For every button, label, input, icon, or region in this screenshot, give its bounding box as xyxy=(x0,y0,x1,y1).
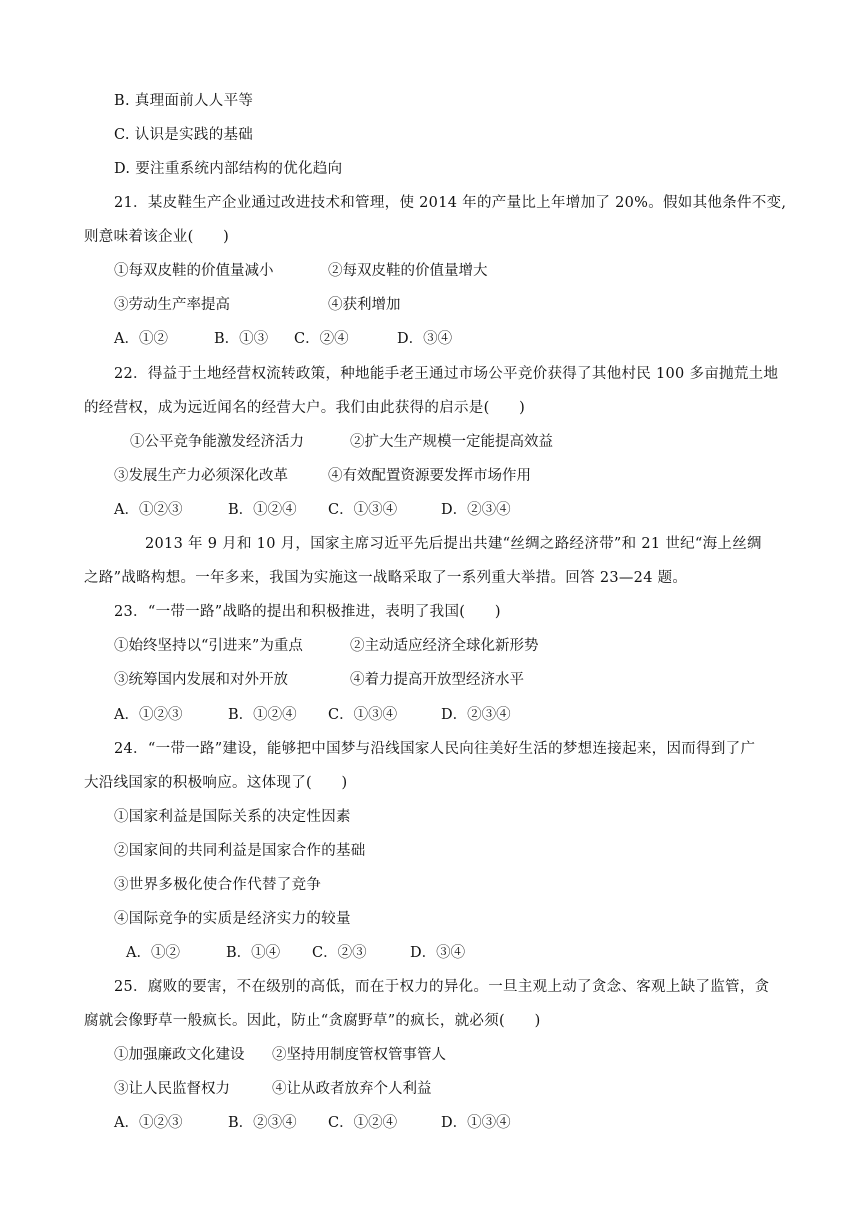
q24-statement-2: ②国家间的共同利益是国家合作的基础 xyxy=(114,843,366,859)
q24-stem-line2: 大沿线国家的积极响应。这体现了( ) xyxy=(84,775,348,791)
q21-statement-4: ④获利增加 xyxy=(328,297,401,313)
q25-statement-1: ①加强廉政文化建设 xyxy=(114,1047,245,1063)
q24-choice-c: C．②③ xyxy=(312,945,367,961)
material-line2: 之路”战略构想。一年多来，我国为实施这一战略采取了一系列重大举措。回答 23—24 题。 xyxy=(84,570,688,586)
q24-choice-d: D．③④ xyxy=(410,945,466,961)
q23-choice-b: B．①②④ xyxy=(228,707,297,723)
q22-statement-1: ①公平竞争能激发经济活力 xyxy=(130,434,304,450)
q20-option-c: C. 认识是实践的基础 xyxy=(114,127,254,143)
q22-stem-line1: 22．得益于土地经营权流转政策，种地能手老王通过市场公平竞价获得了其他村民 100 多亩抛荒土地 xyxy=(114,366,779,382)
q21-choice-b: B．①③ xyxy=(214,331,269,347)
q24-statement-1: ①国家利益是国际关系的决定性因素 xyxy=(114,809,351,825)
q25-statement-2: ②坚持用制度管权管事管人 xyxy=(272,1047,446,1063)
q22-stem-line2: 的经营权，成为远近闻名的经营大户。我们由此获得的启示是( ) xyxy=(84,400,526,416)
q20-option-d: D. 要注重系统内部结构的优化趋向 xyxy=(114,161,343,177)
q21-statement-3: ③劳动生产率提高 xyxy=(114,297,230,313)
q24-choice-b: B．①④ xyxy=(226,945,281,961)
q25-stem-line2: 腐就会像野草一般疯长。因此，防止“贪腐野草”的疯长，就必须( ) xyxy=(84,1013,541,1029)
q25-choice-b: B．②③④ xyxy=(228,1115,297,1131)
q22-statement-3: ③发展生产力必须深化改革 xyxy=(114,468,288,484)
q23-stem: 23．“一带一路”战略的提出和积极推进，表明了我国( ) xyxy=(114,604,501,620)
q22-choice-b: B．①②④ xyxy=(228,502,297,518)
q24-choice-a: A．①② xyxy=(126,945,180,961)
q21-statement-1: ①每双皮鞋的价值量减小 xyxy=(114,263,274,279)
q22-choice-a: A．①②③ xyxy=(114,502,183,518)
q24-stem-line1: 24．“一带一路”建设，能够把中国梦与沿线国家人民向往美好生活的梦想连接起来，因而得到了广 xyxy=(114,741,756,757)
q25-stem-line1: 25．腐败的要害，不在级别的高低，而在于权力的异化。一旦主观上动了贪念、客观上缺了监管，贪 xyxy=(114,979,770,995)
q23-choice-a: A．①②③ xyxy=(114,707,183,723)
q23-choice-c: C．①③④ xyxy=(328,707,398,723)
q23-statement-4: ④着力提高开放型经济水平 xyxy=(350,672,524,688)
q24-statement-3: ③世界多极化使合作代替了竞争 xyxy=(114,877,322,893)
material-line1: 2013 年 9 月和 10 月，国家主席习近平先后提出共建“丝绸之路经济带”和 21 世纪“海上丝绸 xyxy=(145,536,762,552)
q25-statement-4: ④让从政者放弃个人利益 xyxy=(272,1081,432,1097)
q23-choice-d: D．②③④ xyxy=(441,707,511,723)
q22-statement-2: ②扩大生产规模一定能提高效益 xyxy=(350,434,553,450)
q23-statement-2: ②主动适应经济全球化新形势 xyxy=(350,638,539,654)
q20-option-b: B. 真理面前人人平等 xyxy=(114,93,254,109)
q25-choice-a: A．①②③ xyxy=(114,1115,183,1131)
q23-statement-3: ③统筹国内发展和对外开放 xyxy=(114,672,288,688)
q21-statement-2: ②每双皮鞋的价值量增大 xyxy=(328,263,488,279)
q21-stem-line2: 则意味着该企业( ) xyxy=(84,229,230,245)
q25-statement-3: ③让人民监督权力 xyxy=(114,1081,230,1097)
q24-statement-4: ④国际竞争的实质是经济实力的较量 xyxy=(114,911,351,927)
q21-choice-d: D．③④ xyxy=(397,331,453,347)
q25-choice-d: D．①③④ xyxy=(441,1115,511,1131)
q21-choice-a: A．①② xyxy=(114,331,168,347)
q21-choice-c: C．②④ xyxy=(294,331,349,347)
q22-choice-c: C．①③④ xyxy=(328,502,398,518)
q21-stem-line1: 21．某皮鞋生产企业通过改进技术和管理，使 2014 年的产量比上年增加了 20%。假如其他条件不变, xyxy=(114,195,787,211)
q23-statement-1: ①始终坚持以“引进来”为重点 xyxy=(114,638,303,654)
q22-choice-d: D．②③④ xyxy=(441,502,511,518)
q22-statement-4: ④有效配置资源要发挥市场作用 xyxy=(328,468,531,484)
q25-choice-c: C．①②④ xyxy=(328,1115,398,1131)
